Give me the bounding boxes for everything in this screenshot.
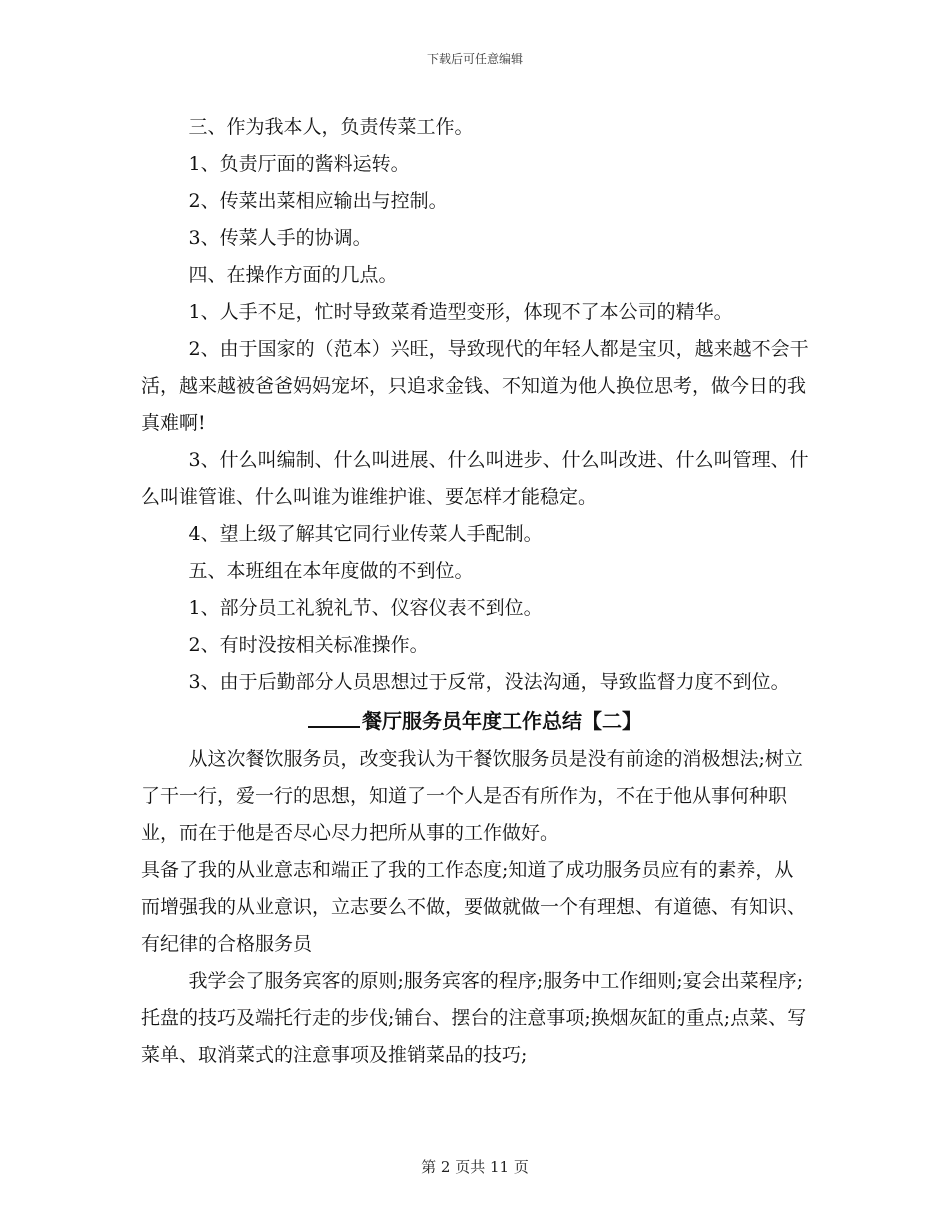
paragraph: 1、人手不足，忙时导致菜肴造型变形，体现不了本公司的精华。: [188, 301, 733, 323]
paragraph: 4、望上级了解其它同行业传菜人手配制。: [188, 523, 543, 545]
paragraph: 具备了我的从业意志和端正了我的工作态度;知道了成功服务员应有的素养，从而增强我的从业意识，立志要么不做，要做就做一个有理想、有道德、有知识、有纪律的合格服务员: [141, 859, 807, 955]
section-heading: [141, 701, 809, 741]
page-footer: 第 2 页共 11 页: [421, 1158, 529, 1176]
paragraph: 2、由于国家的（范本）兴旺，导致现代的年轻人都是宝贝，越来越不会干活，越来越被爸爸妈妈宠坏，只追求金钱、不知道为他人换位思考，做今日的我真难啊!: [141, 338, 809, 434]
section-heading-text: 餐厅服务员年度工作总结【二】: [362, 709, 642, 733]
paragraph: 1、部分员工礼貌礼节、仪容仪表不到位。: [188, 597, 543, 619]
paragraph: 四、在操作方面的几点。: [188, 264, 398, 286]
paragraph: 2、有时没按相关标准操作。: [188, 634, 429, 656]
paragraph: 1、负责厅面的酱料运转。: [188, 153, 410, 175]
paragraph: 3、传菜人手的协调。: [188, 227, 372, 249]
underline-blank: [308, 708, 360, 728]
paragraph: 2、传菜出菜相应输出与控制。: [188, 190, 448, 212]
paragraph: 五、本班组在本年度做的不到位。: [188, 560, 474, 582]
document-body: [141, 109, 809, 1074]
paragraph: 3、什么叫编制、什么叫进展、什么叫进步、什么叫改进、什么叫管理、什么叫谁管谁、什么叫谁为谁维护谁、要怎样才能稳定。: [141, 449, 809, 508]
paragraph: 我学会了服务宾客的原则;服务宾客的程序;服务中工作细则;宴会出菜程序;托盘的技巧及端托行走的步伐;铺台、摆台的注意事项;换烟灰缸的重点;点菜、写菜单、取消菜式的注意事项及推销菜品的技巧;: [141, 970, 807, 1066]
page-header: 下载后可任意编辑: [426, 52, 523, 66]
paragraph: 三、作为我本人，负责传菜工作。: [188, 116, 474, 138]
paragraph: 从这次餐饮服务员，改变我认为干餐饮服务员是没有前途的消极想法;树立了干一行，爱一行的思想，知道了一个人是否有所作为，不在于他从事何种职业，而在于他是否尽心尽力把所从事的工作做好。: [141, 748, 803, 844]
paragraph: 3、由于后勤部分人员思想过于反常，没法沟通，导致监督力度不到位。: [188, 671, 790, 693]
